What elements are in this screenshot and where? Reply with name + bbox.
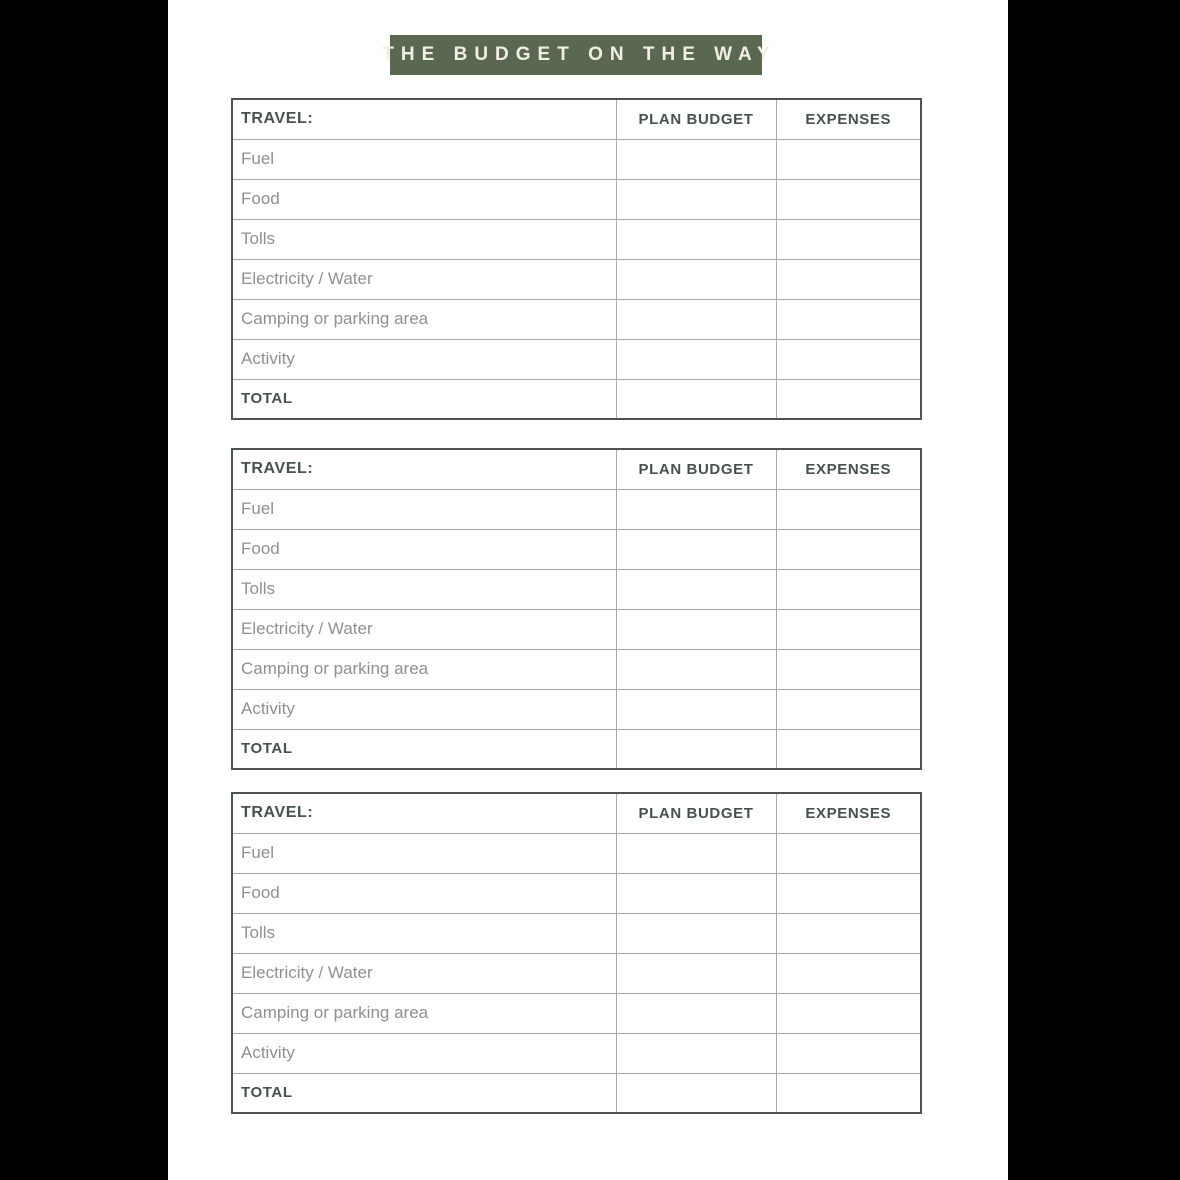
budget-table-2 bbox=[231, 448, 922, 770]
plan-budget-header: PLAN BUDGET bbox=[616, 793, 776, 833]
total-label: TOTAL bbox=[232, 379, 616, 419]
plan-budget-total-cell bbox=[616, 379, 776, 419]
expenses-cell bbox=[776, 913, 921, 953]
expenses-cell bbox=[776, 609, 921, 649]
planner-page bbox=[168, 0, 1008, 1180]
expenses-cell bbox=[776, 569, 921, 609]
plan-budget-cell bbox=[616, 993, 776, 1033]
plan-budget-header: PLAN BUDGET bbox=[616, 449, 776, 489]
plan-budget-cell bbox=[616, 489, 776, 529]
table-row bbox=[232, 649, 921, 689]
row-label-tolls: Tolls bbox=[232, 913, 616, 953]
row-label-electricity-water: Electricity / Water bbox=[232, 609, 616, 649]
plan-budget-total-cell bbox=[616, 729, 776, 769]
plan-budget-cell bbox=[616, 139, 776, 179]
table-row bbox=[232, 993, 921, 1033]
row-label-camping-parking: Camping or parking area bbox=[232, 299, 616, 339]
expenses-total-cell bbox=[776, 1073, 921, 1113]
expenses-header: EXPENSES bbox=[776, 449, 921, 489]
table-row bbox=[232, 219, 921, 259]
expenses-cell bbox=[776, 833, 921, 873]
plan-budget-cell bbox=[616, 913, 776, 953]
expenses-cell bbox=[776, 993, 921, 1033]
row-label-food: Food bbox=[232, 179, 616, 219]
expenses-cell bbox=[776, 139, 921, 179]
plan-budget-cell bbox=[616, 569, 776, 609]
table-row bbox=[232, 609, 921, 649]
plan-budget-cell bbox=[616, 689, 776, 729]
expenses-total-cell bbox=[776, 729, 921, 769]
expenses-cell bbox=[776, 299, 921, 339]
plan-budget-cell bbox=[616, 649, 776, 689]
plan-budget-total-cell bbox=[616, 1073, 776, 1113]
total-row bbox=[232, 1073, 921, 1113]
expenses-cell bbox=[776, 649, 921, 689]
expenses-header: EXPENSES bbox=[776, 99, 921, 139]
expenses-cell bbox=[776, 219, 921, 259]
expenses-cell bbox=[776, 689, 921, 729]
row-label-activity: Activity bbox=[232, 689, 616, 729]
table-row bbox=[232, 489, 921, 529]
row-label-fuel: Fuel bbox=[232, 833, 616, 873]
expenses-cell bbox=[776, 1033, 921, 1073]
row-label-camping-parking: Camping or parking area bbox=[232, 649, 616, 689]
row-label-food: Food bbox=[232, 529, 616, 569]
expenses-header: EXPENSES bbox=[776, 793, 921, 833]
plan-budget-cell bbox=[616, 529, 776, 569]
table-row bbox=[232, 833, 921, 873]
expenses-cell bbox=[776, 529, 921, 569]
total-row bbox=[232, 729, 921, 769]
table-row bbox=[232, 259, 921, 299]
table-row bbox=[232, 1033, 921, 1073]
table-row bbox=[232, 339, 921, 379]
header-row bbox=[232, 99, 921, 139]
row-label-tolls: Tolls bbox=[232, 219, 616, 259]
travel-header: TRAVEL: bbox=[232, 793, 616, 833]
plan-budget-cell bbox=[616, 833, 776, 873]
plan-budget-cell bbox=[616, 873, 776, 913]
plan-budget-cell bbox=[616, 299, 776, 339]
budget-table-1 bbox=[231, 98, 922, 420]
table-row bbox=[232, 179, 921, 219]
expenses-cell bbox=[776, 953, 921, 993]
page-title-banner bbox=[382, 35, 777, 75]
row-label-tolls: Tolls bbox=[232, 569, 616, 609]
expenses-cell bbox=[776, 873, 921, 913]
plan-budget-cell bbox=[616, 609, 776, 649]
travel-header: TRAVEL: bbox=[232, 449, 616, 489]
plan-budget-cell bbox=[616, 1033, 776, 1073]
expenses-total-cell bbox=[776, 379, 921, 419]
expenses-cell bbox=[776, 489, 921, 529]
expenses-cell bbox=[776, 179, 921, 219]
plan-budget-cell bbox=[616, 259, 776, 299]
plan-budget-header: PLAN BUDGET bbox=[616, 99, 776, 139]
row-label-electricity-water: Electricity / Water bbox=[232, 259, 616, 299]
total-label: TOTAL bbox=[232, 1073, 616, 1113]
budget-table-3 bbox=[231, 792, 922, 1114]
table-row bbox=[232, 953, 921, 993]
row-label-camping-parking: Camping or parking area bbox=[232, 993, 616, 1033]
table-row bbox=[232, 299, 921, 339]
row-label-food: Food bbox=[232, 873, 616, 913]
header-row bbox=[232, 449, 921, 489]
table-row bbox=[232, 139, 921, 179]
expenses-cell bbox=[776, 339, 921, 379]
row-label-electricity-water: Electricity / Water bbox=[232, 953, 616, 993]
total-row bbox=[232, 379, 921, 419]
total-label: TOTAL bbox=[232, 729, 616, 769]
row-label-fuel: Fuel bbox=[232, 139, 616, 179]
row-label-activity: Activity bbox=[232, 339, 616, 379]
header-row bbox=[232, 793, 921, 833]
plan-budget-cell bbox=[616, 219, 776, 259]
table-row bbox=[232, 689, 921, 729]
row-label-fuel: Fuel bbox=[232, 489, 616, 529]
table-row bbox=[232, 913, 921, 953]
table-row bbox=[232, 569, 921, 609]
travel-header: TRAVEL: bbox=[232, 99, 616, 139]
plan-budget-cell bbox=[616, 179, 776, 219]
expenses-cell bbox=[776, 259, 921, 299]
row-label-activity: Activity bbox=[232, 1033, 616, 1073]
plan-budget-cell bbox=[616, 339, 776, 379]
plan-budget-cell bbox=[616, 953, 776, 993]
table-row bbox=[232, 873, 921, 913]
page-title: THE BUDGET ON THE WAY bbox=[382, 44, 777, 65]
table-row bbox=[232, 529, 921, 569]
